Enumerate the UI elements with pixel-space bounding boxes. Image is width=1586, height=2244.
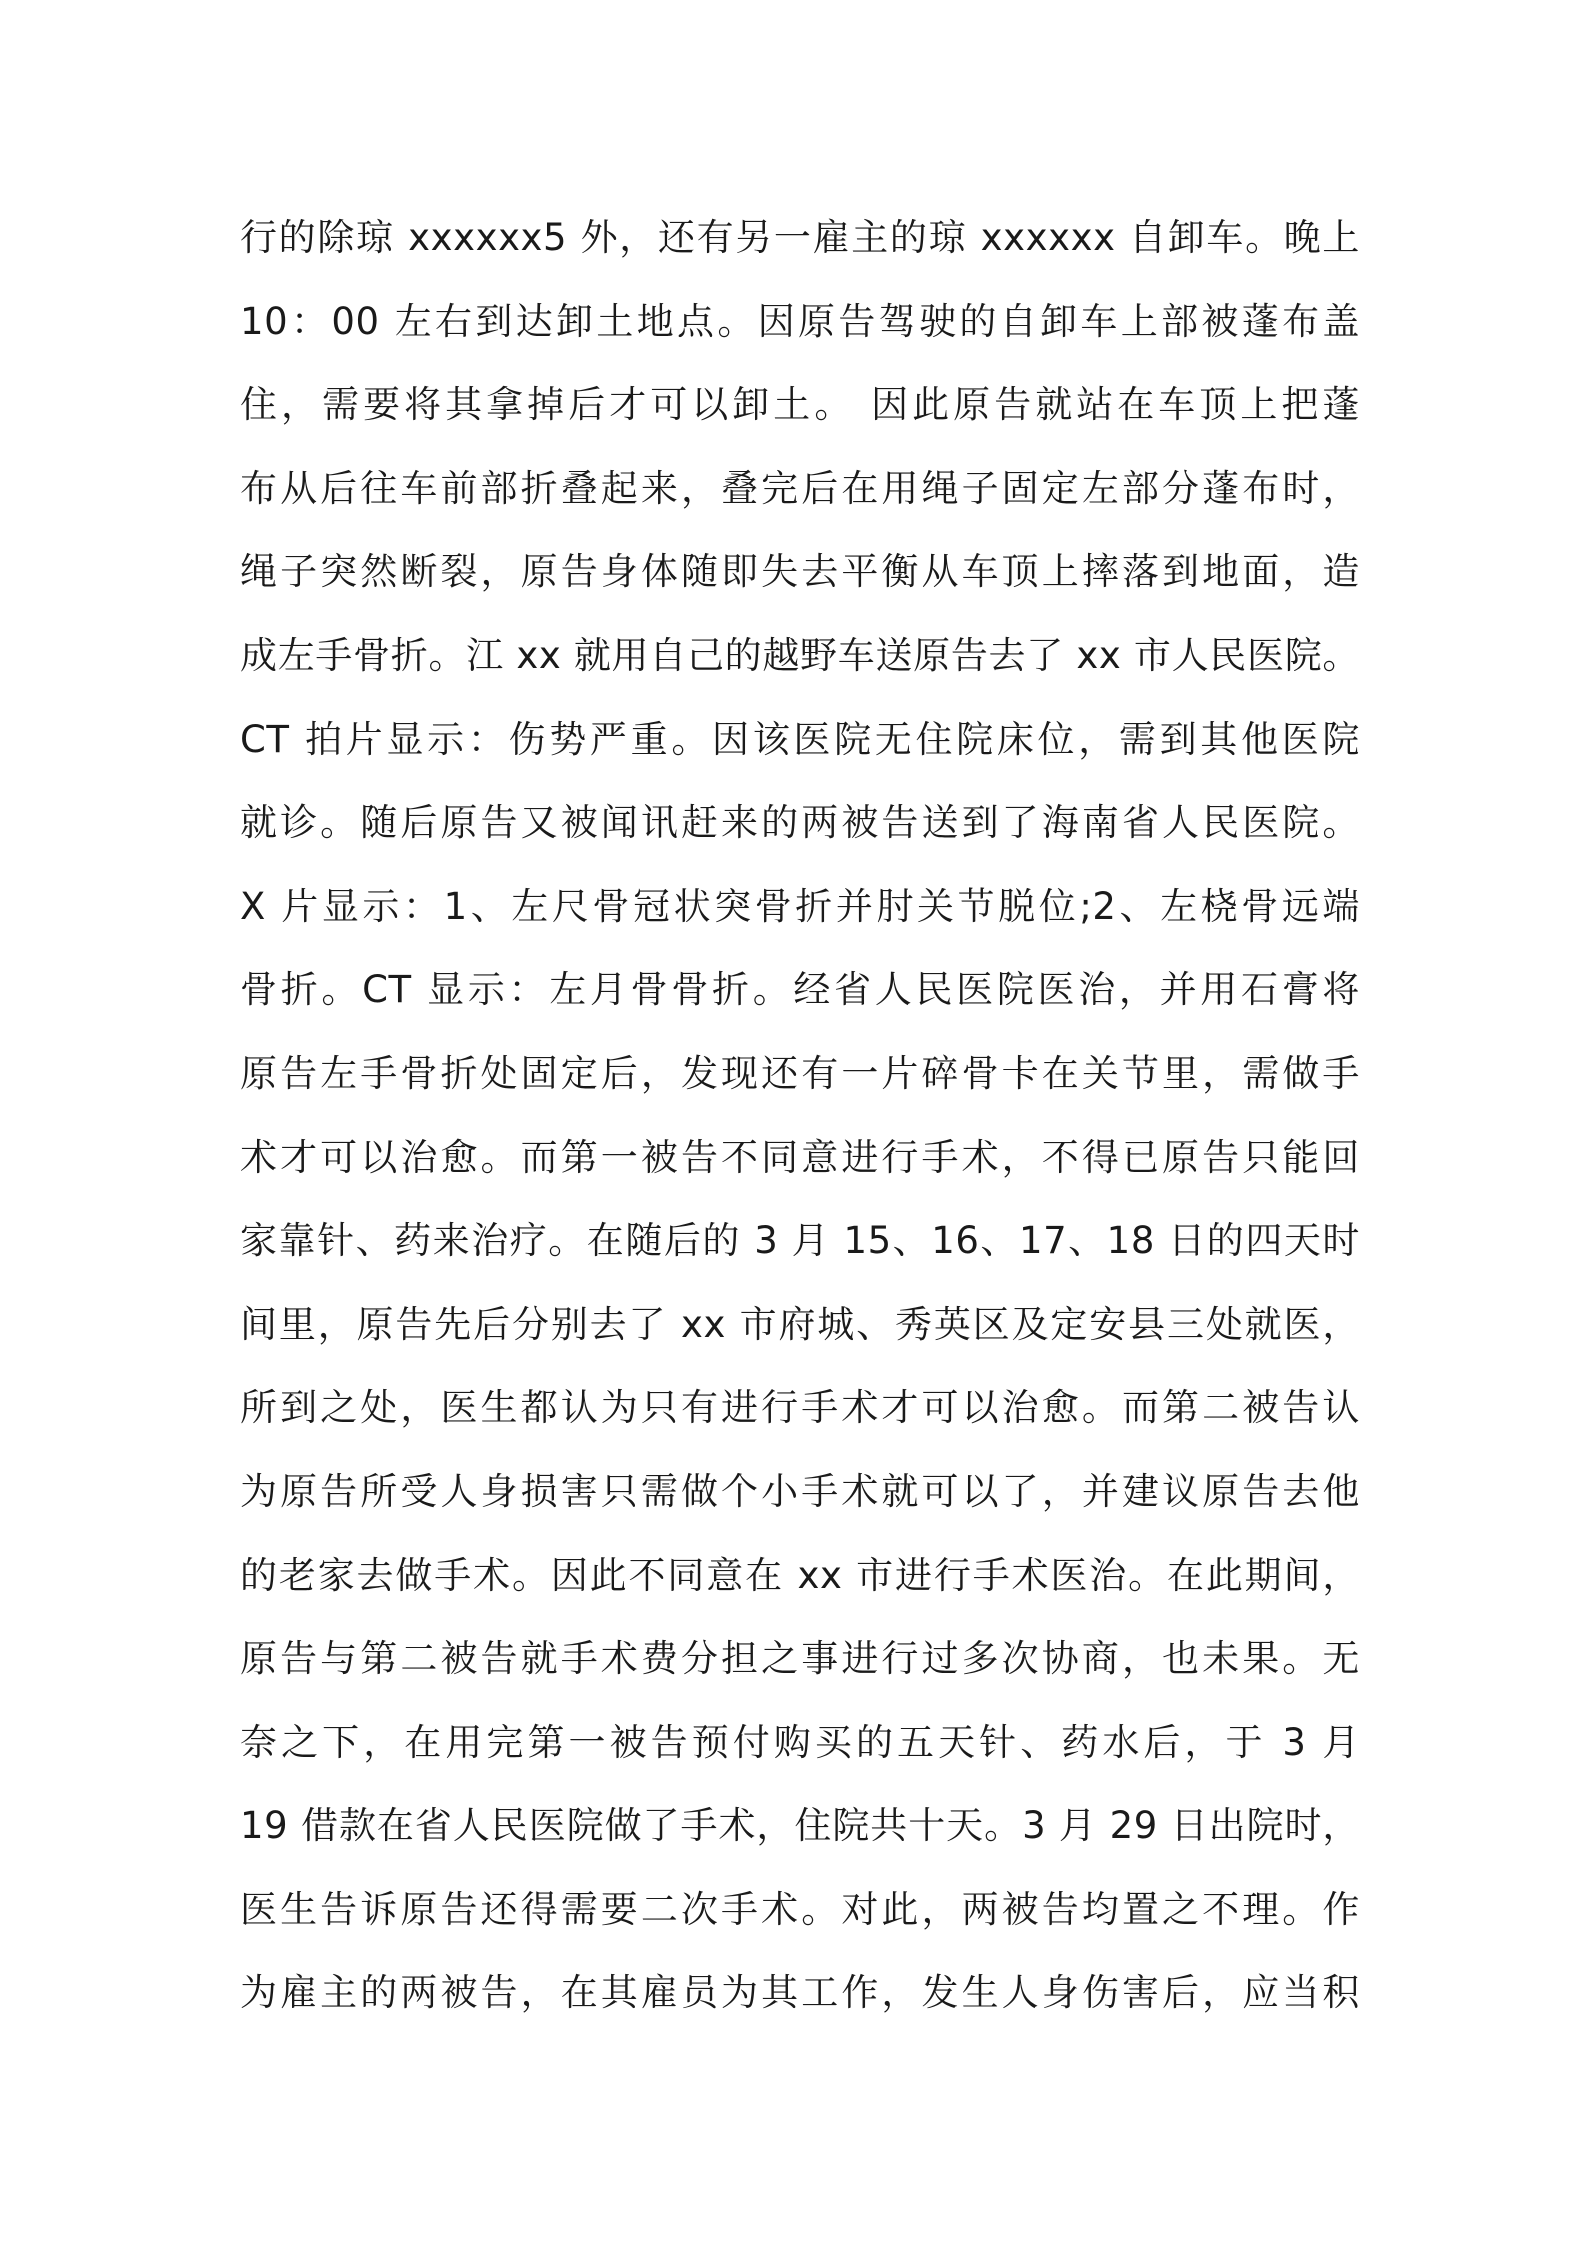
- text-line: 家靠针、药来治疗。在随后的 3 月 15、16、17、18 日的四天时: [240, 1219, 1360, 1263]
- text-line: 原告左手骨折处固定后，发现还有一片碎骨卡在关节里，需做手: [240, 1051, 1360, 1095]
- text-line: 就诊。随后原告又被闻讯赶来的两被告送到了海南省人民医院。: [240, 801, 1360, 845]
- text-line: 原告与第二被告就手术费分担之事进行过多次协商，也未果。无: [240, 1637, 1360, 1681]
- text-line: 间里，原告先后分别去了 xx 市府城、秀英区及定安县三处就医，: [240, 1302, 1360, 1346]
- text-line: 19 借款在省人民医院做了手术，住院共十天。3 月 29 日出院时，: [240, 1804, 1360, 1848]
- text-line: 10：00 左右到达卸土地点。因原告驾驶的自卸车上部被蓬布盖: [240, 299, 1360, 343]
- text-line: X 片显示：1、左尺骨冠状突骨折并肘关节脱位;2、左桡骨远端: [240, 884, 1360, 928]
- text-line: 骨折。CT 显示：左月骨骨折。经省人民医院医治，并用石膏将: [240, 968, 1360, 1012]
- text-line: 术才可以治愈。而第一被告不同意进行手术，不得已原告只能回: [240, 1135, 1360, 1179]
- text-line: 绳子突然断裂，原告身体随即失去平衡从车顶上摔落到地面，造: [240, 550, 1360, 594]
- text-line: 成左手骨折。江 xx 就用自己的越野车送原告去了 xx 市人民医院。: [240, 633, 1360, 677]
- body-text: [240, 196, 1360, 2035]
- text-line: 所到之处，医生都认为只有进行手术才可以治愈。而第二被告认: [240, 1386, 1360, 1430]
- text-line: 住，需要将其拿掉后才可以卸土。 因此原告就站在车顶上把蓬: [240, 383, 1360, 427]
- text-line: 的老家去做手术。因此不同意在 xx 市进行手术医治。在此期间，: [240, 1553, 1360, 1597]
- text-line: 医生告诉原告还得需要二次手术。对此，两被告均置之不理。作: [240, 1887, 1360, 1931]
- text-line: 奈之下，在用完第一被告预付购买的五天针、药水后，于 3 月: [240, 1720, 1360, 1764]
- text-line: 行的除琼 xxxxxx5 外，还有另一雇主的琼 xxxxxx 自卸车。晚上: [240, 216, 1360, 259]
- text-line: CT 拍片显示：伤势严重。因该医院无住院床位，需到其他医院: [240, 717, 1360, 761]
- text-line: 为雇主的两被告，在其雇员为其工作，发生人身伤害后，应当积: [240, 1971, 1360, 2015]
- text-line: 布从后往车前部折叠起来，叠完后在用绳子固定左部分蓬布时，: [240, 466, 1360, 510]
- text-line: 为原告所受人身损害只需做个小手术就可以了，并建议原告去他: [240, 1469, 1360, 1513]
